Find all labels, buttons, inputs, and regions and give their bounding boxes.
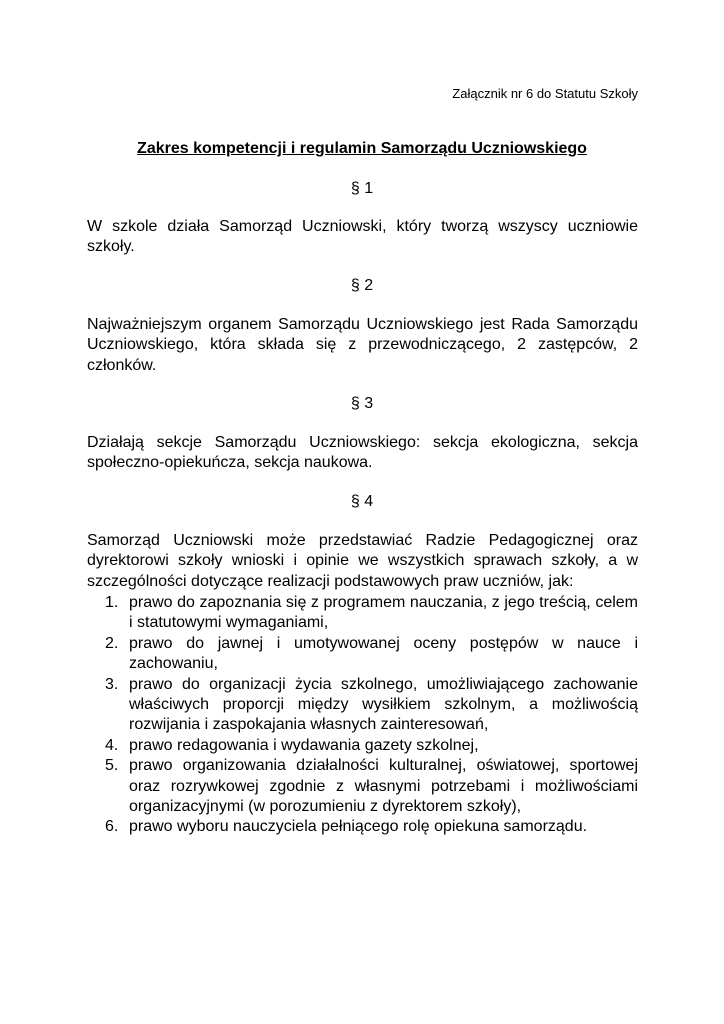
list-item-number: 5. <box>105 757 119 775</box>
list-item-number: 6. <box>105 818 119 836</box>
list-item-text: prawo do organizacji życia szkolnego, umożliwiającego zachowanie właściwych proporcji między wysiłkiem szkolnym, a możliwością rozwijania i zaspokajania własnych zainteresowań, <box>129 675 638 734</box>
list-item <box>87 634 638 675</box>
section-1-sign: § 1 <box>350 180 374 197</box>
list-item <box>87 675 638 736</box>
list-item <box>87 593 638 634</box>
list-item-number: 4. <box>105 736 119 754</box>
list-item-number: 1. <box>105 594 119 611</box>
list-item-text: prawo organizowania działalności kulturalnej, oświatowej, sportowej oraz rozrywkowej zgodnie z własnymi potrzebami i możliwościami organizacyjnymi (w porozumieniu z dyrektorem szkoły), <box>129 757 638 816</box>
section-4-text: Samorząd Uczniowski może przedstawiać Radzie Pedagogicznej oraz dyrektorowi szkoły wnioski i opinie we wszystkich sprawach szkoły, a w szczególności dotyczące realizacji podstawowych praw uczniów, jak: <box>87 532 638 590</box>
section-1-text: W szkole działa Samorząd Uczniowski, który tworzą wszyscy uczniowie szkoły. <box>87 218 638 256</box>
section-3-sign: § 3 <box>350 395 374 412</box>
list-item <box>87 756 638 817</box>
section-2-sign: § 2 <box>350 277 374 294</box>
list-item-text: prawo redagowania i wydawania gazety szkolnej, <box>129 736 479 754</box>
annex-label: Załącznik nr 6 do Statutu Szkoły <box>452 86 638 101</box>
section-3-text: Działają sekcje Samorządu Uczniowskiego: sekcja ekologiczna, sekcja społeczno-opiekuńcza, sekcja naukowa. <box>87 434 638 472</box>
document-title: Zakres kompetencji i regulamin Samorządu Uczniowskiego <box>137 140 587 157</box>
list-item <box>87 817 638 837</box>
list-item-text: prawo do jawnej i umotywowanej oceny postępów w nauce i zachowaniu, <box>129 634 638 673</box>
rights-list <box>87 593 638 838</box>
list-item <box>87 736 638 756</box>
list-item-number: 3. <box>105 675 119 693</box>
section-4-sign: § 4 <box>350 493 374 510</box>
list-item-text: prawo do zapoznania się z programem nauczania, z jego treścią, celem i statutowymi wymaganiami, <box>129 594 638 632</box>
list-item-text: prawo wyboru nauczyciela pełniącego rolę opiekuna samorządu. <box>129 818 588 836</box>
section-2-text: Najważniejszym organem Samorządu Uczniowskiego jest Rada Samorządu Uczniowskiego, która składa się z przewodniczącego, 2 zastępców, 2 członków. <box>87 316 638 374</box>
list-item-number: 2. <box>105 634 119 652</box>
